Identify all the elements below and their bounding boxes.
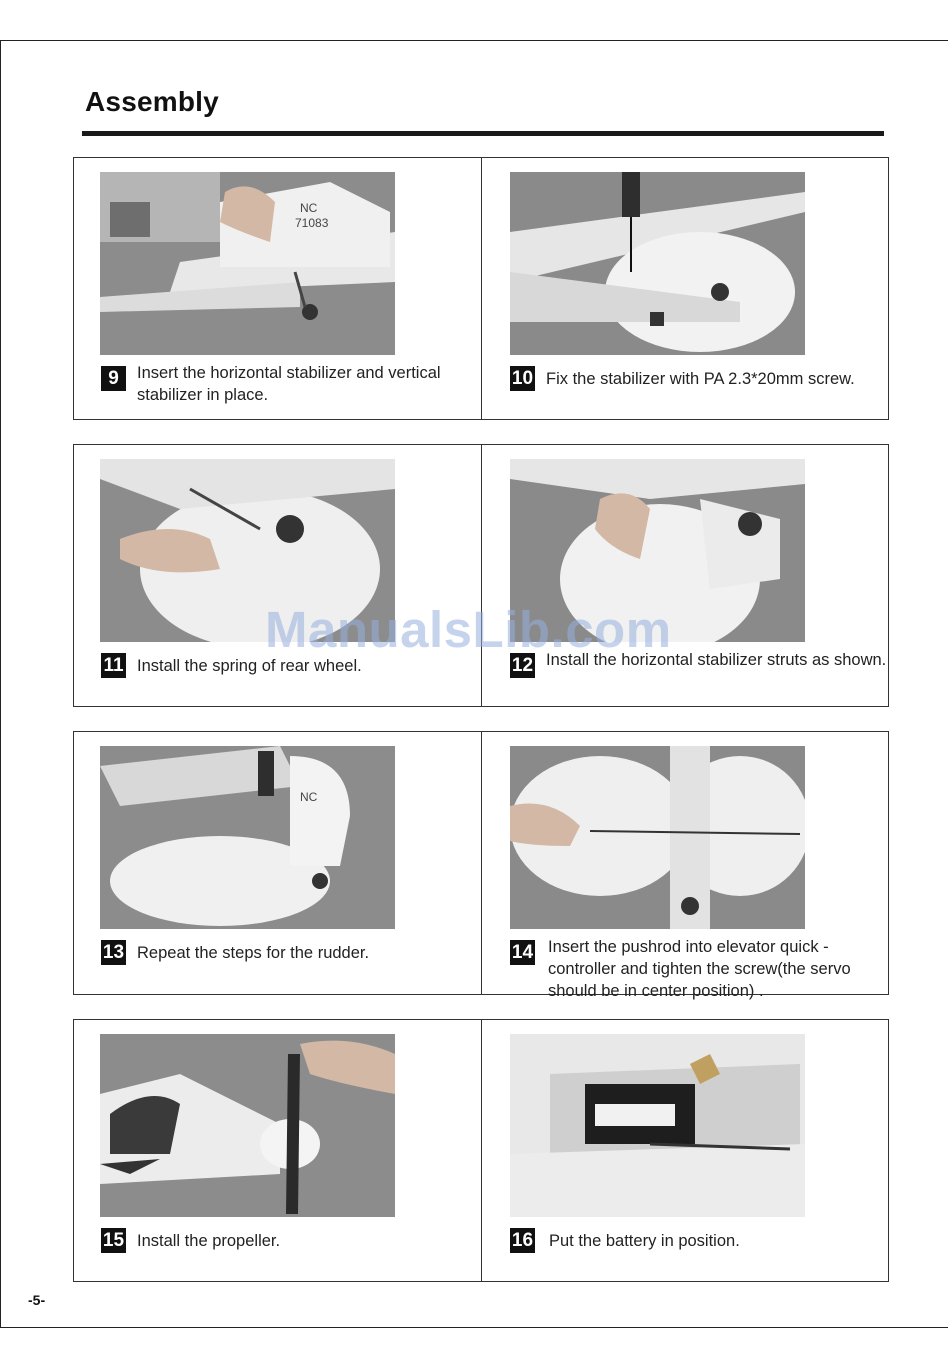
- step-cell: [74, 1020, 481, 1281]
- step-instruction: Install the horizontal stabilizer struts as shown.: [546, 651, 887, 669]
- step-number-badge: 16: [511, 1230, 534, 1251]
- step-cell: [74, 445, 481, 706]
- tail-fin-insertion-photo: [100, 172, 395, 355]
- elevator-pushrod-photo: [510, 746, 805, 929]
- svg-text:NC: NC: [300, 201, 318, 215]
- step-cell: [74, 158, 481, 419]
- step-number-badge: 13: [102, 942, 125, 963]
- svg-text:NC: NC: [300, 790, 318, 804]
- step-number-badge: 9: [101, 366, 126, 391]
- step-instruction: Fix the stabilizer with PA 2.3*20mm screw.: [546, 370, 855, 388]
- step-panel-row-2: [73, 444, 889, 707]
- screwdriver-stabilizer-photo: [510, 172, 805, 355]
- step-number-badge: 15: [102, 1230, 125, 1251]
- step-number-badge: 11: [101, 653, 126, 678]
- step-number-badge: 12: [511, 655, 534, 676]
- step-cell: [482, 445, 889, 706]
- step-cell: [482, 732, 889, 1000]
- step-instruction: Install the propeller.: [137, 1232, 281, 1250]
- watermark-text: ManualsLib.com: [265, 601, 672, 658]
- step-instruction: Put the battery in position.: [549, 1232, 740, 1250]
- step-panel-row-4: [73, 1019, 889, 1282]
- step-cell: [482, 1020, 889, 1281]
- propeller-install-photo: [100, 1034, 395, 1217]
- page-title: Assembly: [85, 86, 219, 117]
- step-instruction: Repeat the steps for the rudder.: [137, 944, 370, 962]
- svg-text:71083: 71083: [295, 216, 329, 230]
- step-instruction: Insert the horizontal stabilizer and vertical stabilizer in place.: [137, 364, 441, 404]
- step-instruction: Insert the pushrod into elevator quick -controller and tighten the screw(the servo should be in center position) .: [548, 938, 851, 1000]
- step-instruction: Install the spring of rear wheel.: [137, 657, 362, 675]
- step-number-badge: 14: [511, 942, 534, 963]
- battery-compartment-photo: [510, 1034, 805, 1217]
- step-number-badge: 10: [511, 368, 534, 389]
- page-number: -5-: [28, 1292, 46, 1308]
- step-panel-row-3: [73, 731, 889, 1000]
- step-cell: [74, 732, 481, 994]
- step-cell: [482, 158, 889, 419]
- rudder-screwdriver-photo: [100, 746, 395, 929]
- title-underline: [82, 131, 884, 136]
- step-panel-row-1: [73, 157, 889, 420]
